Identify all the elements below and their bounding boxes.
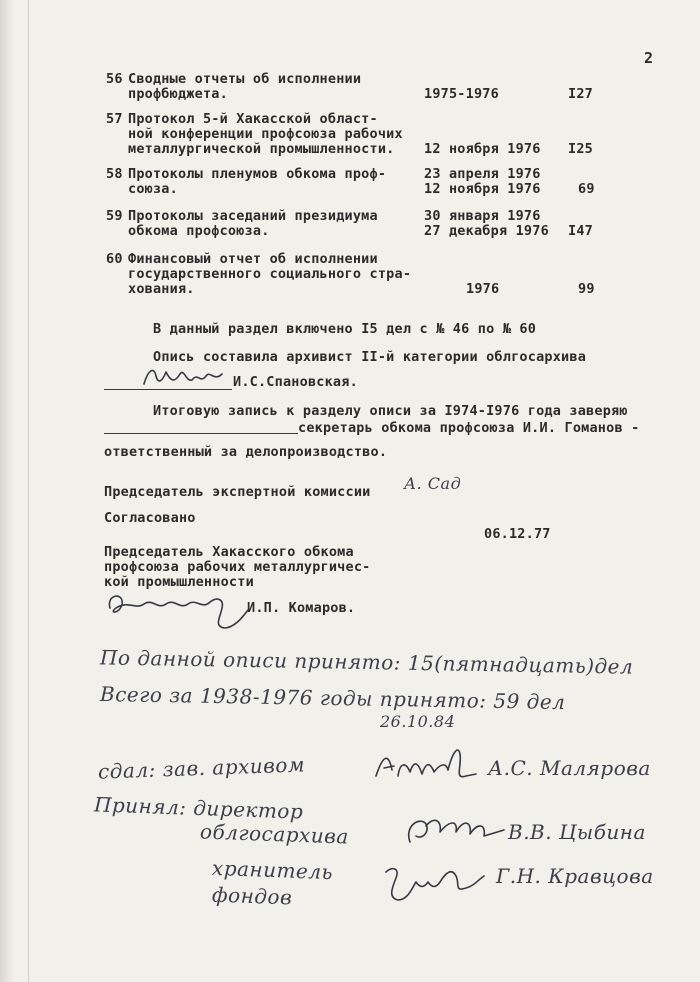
handwritten-director-name: В.В. Цыбина [508,820,646,844]
entry-date: 23 апреля 1976 [424,166,541,182]
chair-title-line: Председатель Хакасского обкома [104,544,354,560]
entry-line: Сводные отчеты об исполнении [128,71,362,87]
entry-number: 56 [106,71,123,87]
entry-date: 1975-1976 [424,86,499,102]
handover-signature [370,740,480,790]
margin-line [28,0,29,982]
handwritten-initials: А. Сад [404,474,462,493]
signature-line [104,433,298,434]
entry-date: 30 января 1976 [424,208,541,224]
entry-date: 1976 [466,281,500,297]
final-record-signer: секретарь обкома профсоюза И.И. Гоманов - [298,420,640,436]
handwritten-accepted-count: По данной описи принято: 15(пятнадцать)дел [99,645,634,679]
entry-line: профбюджета. [128,86,228,102]
chair-name: И.П. Комаров. [247,600,356,616]
entry-line: хования. [128,281,195,297]
chair-title-line: профсоюза рабочих металлургичес- [104,559,371,575]
entry-number: 58 [106,166,123,182]
approval-date: 06.12.77 [484,526,551,542]
entry-number: 60 [106,251,123,267]
handwritten-keeper-title2: фондов [211,882,293,910]
handwritten-accepted-by: Принял: директор [93,792,304,824]
entry-pages: I25 [568,141,593,157]
entry-date: 27 декабря 1976 [424,223,549,239]
compiler-signature [140,362,230,392]
entry-date: 12 ноября 1976 [424,181,541,197]
summary-compiled: Опись составила архивист II-й категории облгосархива [153,349,587,365]
handwritten-keeper-name: Г.Н. Кравцова [496,864,654,888]
entry-line: Протокол 5-й Хакасской област- [128,111,378,127]
handwritten-handed-by: сдал: зав. архивом [97,752,306,784]
entry-line: Финансовый отчет об исполнении [128,251,378,267]
entry-line: государственного социального стра- [128,266,412,282]
summary-included: В данный раздел включено I5 дел с № 46 по № 60 [153,321,537,337]
page-number: 2 [644,49,654,67]
entry-line: Протоколы пленумов обкома проф- [128,166,387,182]
handwritten-total-count: Всего за 1938-1976 годы принято: 59 дел [99,681,566,715]
entry-line: ной конференции профсоюза рабочих [128,126,403,142]
chair-signature [102,588,252,632]
keeper-signature [378,858,488,908]
final-record-line: Итоговую запись к разделу описи за I974-I976 года заверяю [153,403,628,419]
agreed-label: Согласовано [104,510,196,526]
entry-pages: 99 [578,281,595,297]
entry-number: 59 [106,208,123,224]
entry-line: союза. [128,181,178,197]
compiler-name: И.С.Спановская. [233,374,358,390]
entry-line: обкома профсоюза. [128,223,270,239]
handwritten-keeper-title: хранитель [211,855,334,885]
entry-date: 12 ноября 1976 [424,141,541,157]
handwritten-accepted-org: облгосархива [199,819,350,849]
entry-pages: I47 [568,223,593,239]
entry-line: Протоколы заседаний президиума [128,208,378,224]
chair-title-line: кой промышленности [104,574,254,590]
entry-number: 57 [106,111,123,127]
entry-pages: 69 [578,181,595,197]
commission-chair: Председатель экспертной комиссии [104,484,371,500]
handwritten-date: 26.10.84 [380,712,456,731]
entry-pages: I27 [568,86,593,102]
handwritten-handed-name: А.С. Малярова [488,756,651,780]
director-signature [400,806,510,852]
entry-line: металлургической промышленности. [128,141,395,157]
paper-edge-shadow [0,0,14,982]
final-record-responsible: ответственный за делопроизводство. [104,444,388,460]
